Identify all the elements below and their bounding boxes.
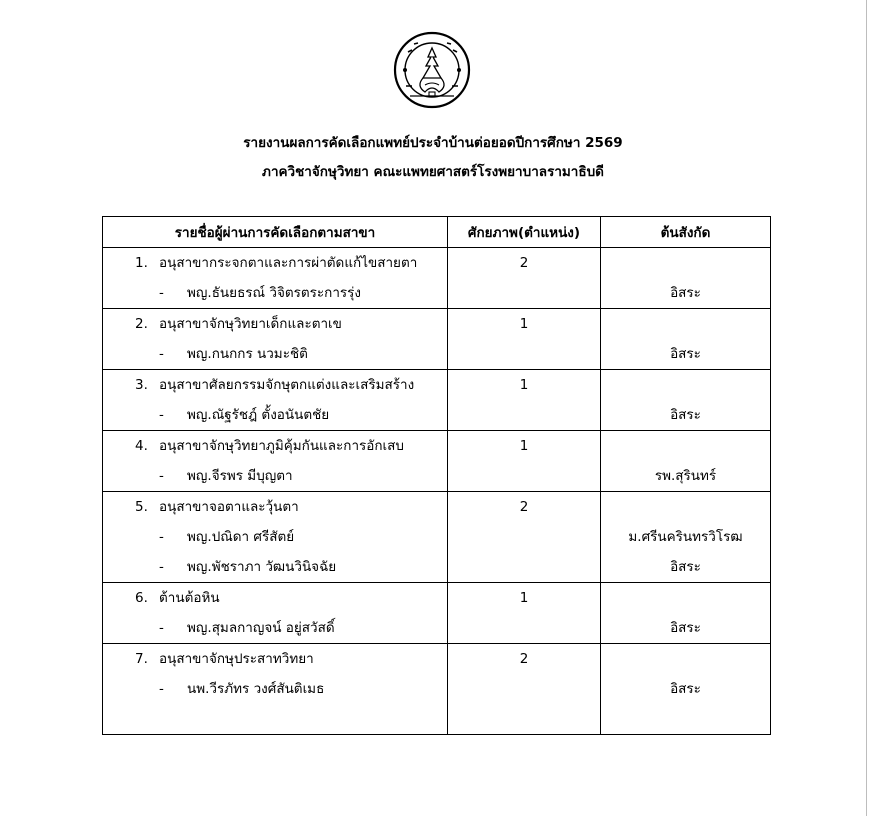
person-name: พญ.พัชราภา วัฒนวินิจฉัย <box>187 559 337 575</box>
names-cell <box>103 431 448 492</box>
person-name: พญ.ธันยธรณ์ วิจิตรตระการรุ่ง <box>187 285 362 301</box>
affiliation-cell <box>601 248 771 309</box>
page-edge-divider <box>866 0 867 816</box>
affiliation-value: ม.ศรีนครินทรวิโรฒ <box>628 529 743 545</box>
names-cell <box>103 248 448 309</box>
capacity-value: 1 <box>519 377 529 393</box>
section-number: 3. <box>135 377 148 393</box>
bullet-dash: - <box>159 468 164 484</box>
branch-name: อนุสาขาจักษุประสาทวิทยา <box>159 651 314 667</box>
header-names: รายชื่อผู้ผ่านการคัดเลือกตามสาขา <box>103 217 448 248</box>
table-row <box>103 492 771 583</box>
table-row <box>103 644 771 735</box>
bullet-dash: - <box>159 559 164 575</box>
affiliation-value: รพ.สุรินทร์ <box>654 468 717 484</box>
section-number: 2. <box>135 316 148 332</box>
affiliation-cell <box>601 309 771 370</box>
bullet-dash: - <box>159 285 164 301</box>
affiliation-value: อิสระ <box>670 285 701 301</box>
table-row <box>103 248 771 309</box>
affiliation-value: อิสระ <box>670 681 701 697</box>
affiliation-cell <box>601 431 771 492</box>
section-number: 7. <box>135 651 148 667</box>
capacity-value: 2 <box>519 499 529 515</box>
branch-name: ต้านต้อหิน <box>159 590 220 606</box>
affiliation-cell <box>601 644 771 735</box>
bullet-dash: - <box>159 346 164 362</box>
results-table <box>102 216 771 735</box>
person-name: พญ.ณัฐรัชฎ์ ตั้งอนันตชัย <box>187 407 330 423</box>
section-number: 4. <box>135 438 148 454</box>
capacity-cell <box>448 431 601 492</box>
names-cell <box>103 370 448 431</box>
capacity-cell <box>448 492 601 583</box>
person-name: พญ.สุมลกาญจน์ อยู่สวัสดิ์ <box>187 620 335 636</box>
branch-name: อนุสาขาจักษุวิทยาเด็กและตาเข <box>159 316 342 332</box>
affiliation-value: อิสระ <box>670 407 701 423</box>
branch-name: อนุสาขาศัลยกรรมจักษุตกแต่งและเสริมสร้าง <box>159 377 415 393</box>
section-number: 1. <box>135 255 148 271</box>
section-number: 5. <box>135 499 148 515</box>
names-cell <box>103 644 448 735</box>
capacity-value: 1 <box>519 316 529 332</box>
affiliation-cell <box>601 583 771 644</box>
capacity-value: 1 <box>519 590 529 606</box>
table-header-row <box>103 217 771 248</box>
table-row <box>103 370 771 431</box>
branch-name: อนุสาขากระจกตาและการผ่าตัดแก้ไขสายตา <box>159 255 418 271</box>
person-name: พญ.จีรพร มีบุญตา <box>187 468 293 484</box>
university-seal-icon <box>392 30 472 110</box>
bullet-dash: - <box>159 681 164 697</box>
capacity-value: 2 <box>519 651 529 667</box>
table-row <box>103 583 771 644</box>
affiliation-cell <box>601 370 771 431</box>
capacity-cell <box>448 248 601 309</box>
affiliation-value: อิสระ <box>670 620 701 636</box>
bullet-dash: - <box>159 529 164 545</box>
table-row <box>103 431 771 492</box>
report-title: รายงานผลการคัดเลือกแพทย์ประจำบ้านต่อยอดปีการศึกษา 2569 <box>243 135 623 151</box>
department-title: ภาควิชาจักษุวิทยา คณะแพทยศาสตร์โรงพยาบาลรามาธิบดี <box>262 164 604 180</box>
names-cell <box>103 309 448 370</box>
capacity-cell <box>448 309 601 370</box>
capacity-cell <box>448 644 601 735</box>
branch-name: อนุสาขาจอตาและวุ้นตา <box>159 499 299 515</box>
affiliation-value: อิสระ <box>670 559 701 575</box>
person-name: พญ.ปณิดา ศรีสัตย์ <box>187 529 295 545</box>
capacity-cell <box>448 583 601 644</box>
names-cell <box>103 492 448 583</box>
names-cell <box>103 583 448 644</box>
capacity-value: 2 <box>519 255 529 271</box>
header-affiliation: ต้นสังกัด <box>601 217 771 248</box>
affiliation-cell <box>601 492 771 583</box>
table-row <box>103 309 771 370</box>
header-capacity: ศักยภาพ(ตำแหน่ง) <box>448 217 601 248</box>
section-number: 6. <box>135 590 148 606</box>
capacity-value: 1 <box>519 438 529 454</box>
branch-name: อนุสาขาจักษุวิทยาภูมิคุ้มกันและการอักเสบ <box>159 438 404 454</box>
person-name: นพ.วีรภัทร วงศ์สันติเมธ <box>187 681 325 697</box>
affiliation-value: อิสระ <box>670 346 701 362</box>
bullet-dash: - <box>159 620 164 636</box>
bullet-dash: - <box>159 407 164 423</box>
capacity-cell <box>448 370 601 431</box>
person-name: พญ.กนกกร นวมะชิติ <box>187 346 308 362</box>
